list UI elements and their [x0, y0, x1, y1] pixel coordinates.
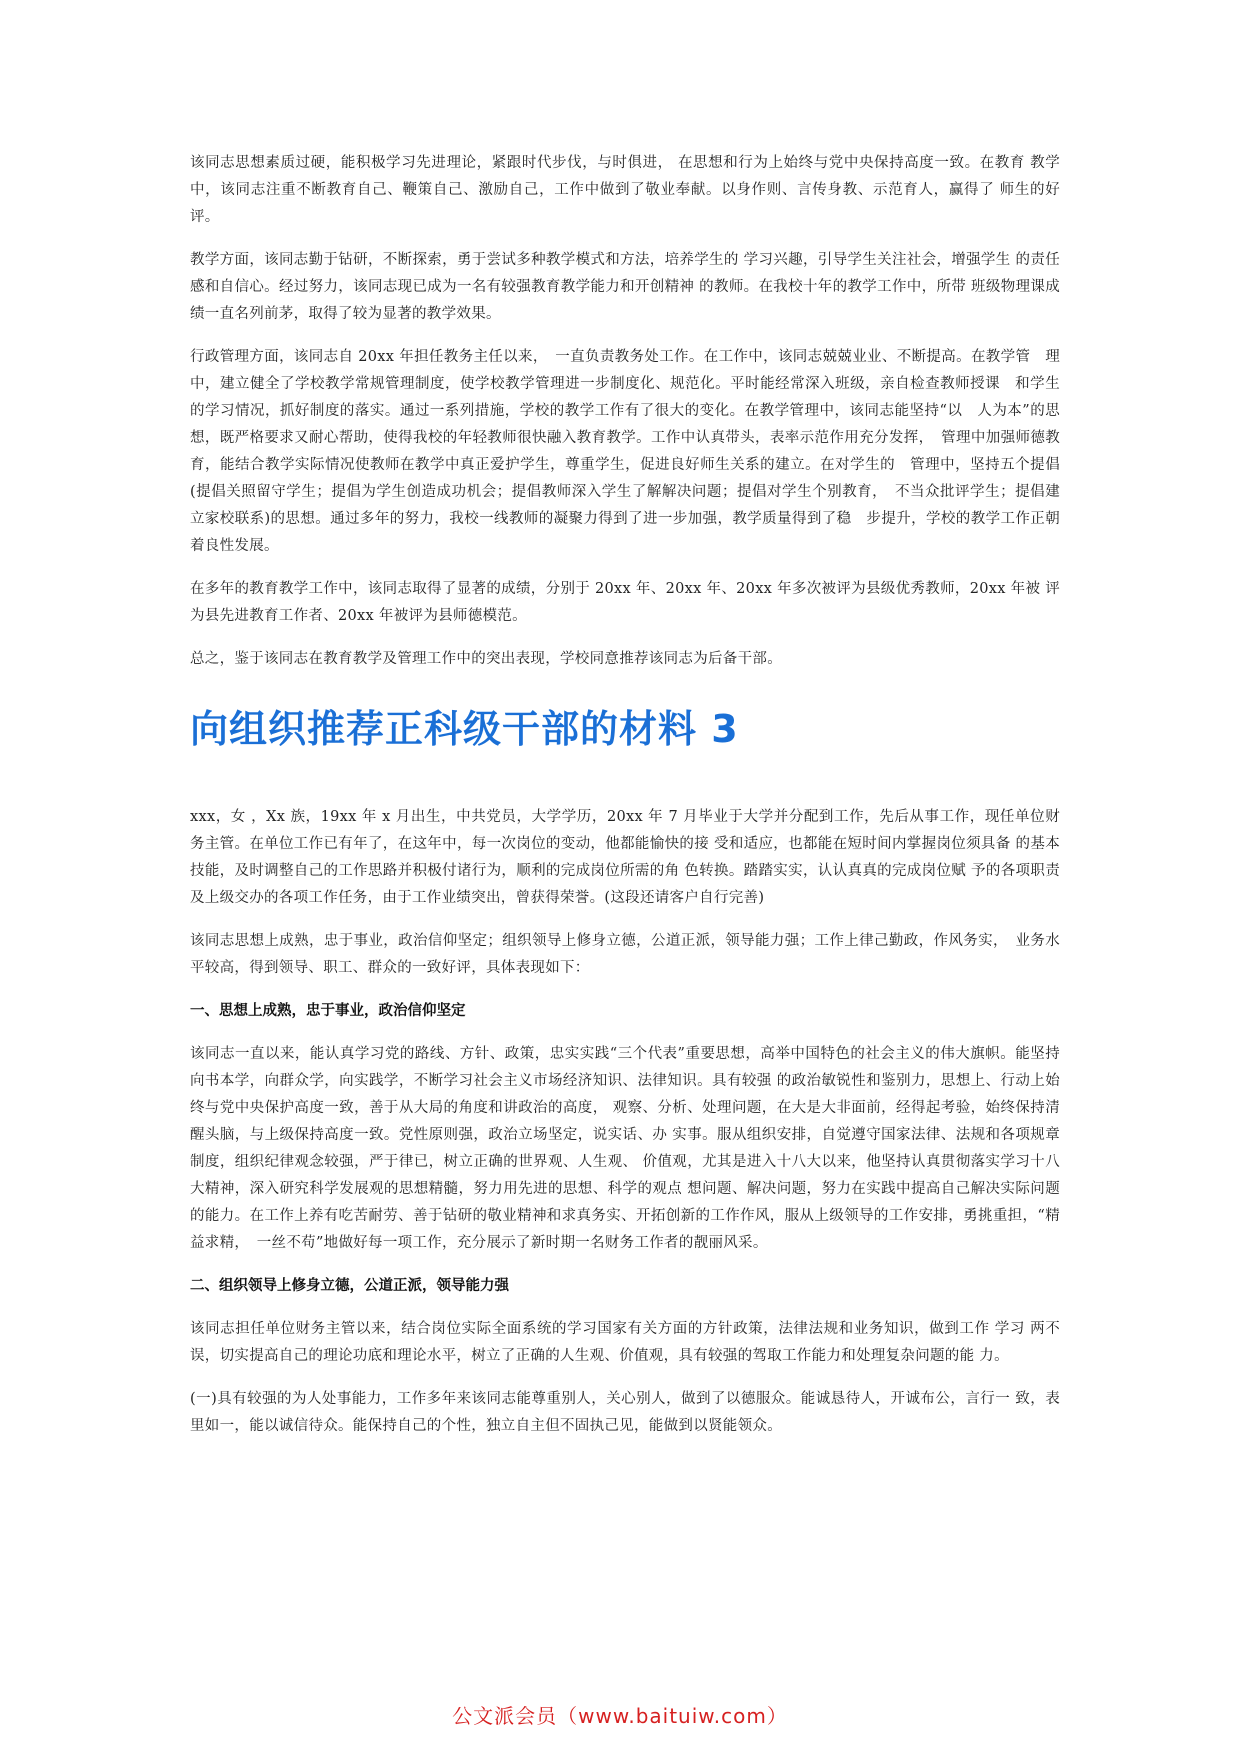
- paragraph-achievements: 在多年的教育教学工作中，该同志取得了显著的成绩，分别于 20xx 年、20xx 年、20xx 年多次被评为县级优秀教师，20xx 年被 评为县先进教育工作者、20xx 年被评为县师德模范。: [190, 581, 1060, 624]
- paragraph-teaching: 教学方面，该同志勤于钻研，不断探索，勇于尝试多种教学模式和方法，培养学生的 学习兴趣，引导学生关注社会，增强学生 的责任感和自信心。经过努力，该同志现已成为一名有较强教育教学能力和开创精神 的教师。在我校十年的教学工作中，所带 班级物理课成绩一直名列前茅，取得了较为显著的教学效果。: [190, 252, 1060, 322]
- paragraph-ideology: 该同志一直以来，能认真学习党的路线、方针、政策，忠实实践“三个代表”重要思想，高举中国特色的社会主义的伟大旗帜。能坚持向书本学，向群众学，向实践学，不断学习社会主义市场经济知识、法律知识。具有较强 的政治敏锐性和鉴别力，思想上、行动上始终与党中央保护高度一致，善于从大局的角度和讲政治的高度， 观察、分析、处理问题，在大是大非面前，经得起考验，始终保持清醒头脑，与上级保持高度一致。党性原则强，政治立场坚定，说实话、办 实事。服从组织安排，自觉遵守国家法律、法规和各项规章制度，组织纪律观念较强，严于律已，树立正确的世界观、人生观、 价值观，尤其是进入十八大以来，他坚持认真贯彻落实学习十八大精神，深入研究科学发展观的思想精髓，努力用先进的思想、科学的观点 想问题、解决问题，努力在实践中提高自己解决实际问题的能力。在工作上养有吃苦耐劳、善于钻研的敬业精神和求真务实、开拓创新的工作作风，服从上级领导的工作安排，勇挑重担，“精益求精， 一丝不苟”地做好每一项工作，充分展示了新时期一名财务工作者的靓丽风采。: [190, 1046, 1060, 1251]
- paragraph-personal-info: xxx，女 ，Xx 族，19xx 年 x 月出生，中共党员，大学学历，20xx 年 7 月毕业于大学并分配到工作，先后从事工作，现任单位财 务主管。在单位工作已有年了，在这年中，每一次岗位的变动，他都能愉快的接 受和适应，也都能在短时间内掌握岗位须具备 的基本技能，及时调整自己的工作思路并积极付诸行为，顺利的完成岗位所需的角 色转换。踏踏实实，认认真真的完成岗位赋 予的各项职责及上级交办的各项工作任务，由于工作业绩突出，曾获得荣誉。(这段还请客户自行完善): [190, 809, 1060, 906]
- paragraph-leadership: 该同志担任单位财务主管以来，结合岗位实际全面系统的学习国家有关方面的方针政策，法律法规和业务知识，做到工作 学习 两不误，切实提高自己的理论功底和理论水平，树立了正确的人生观、价值观，具有较强的驾取工作能力和处理复杂问题的能 力。: [190, 1321, 1060, 1364]
- section-heading-leadership: 二、组织领导上修身立德，公道正派，领导能力强: [190, 1278, 509, 1294]
- document-title: 向组织推荐正科级干部的材料 3: [190, 707, 739, 751]
- paragraph-interpersonal: (一)具有较强的为人处事能力，工作多年来该同志能尊重别人，关心别人，做到了以德服众。能诚恳待人，开诚布公，言行一 致，表里如一，能以诚信待众。能保持自己的个性，独立自主但不固执己见，能做到以贤能领众。: [190, 1391, 1060, 1434]
- paragraph-conclusion: 总之，鉴于该同志在教育教学及管理工作中的突出表现，学校同意推荐该同志为后备干部。: [190, 651, 782, 667]
- footer-watermark: 公文派会员（www.baituiw.com）: [452, 1704, 788, 1728]
- paragraph-political-quality: 该同志思想素质过硬，能积极学习先进理论，紧跟时代步伐，与时俱进， 在思想和行为上始终与党中央保持高度一致。在教育 教学中，该同志注重不断教育自己、鞭策自己、激励自己，工作中做到了敬业奉献。以身作则、言传身教、示范育人，赢得了 师生的好评。: [190, 155, 1060, 225]
- paragraph-summary: 该同志思想上成熟，忠于事业，政治信仰坚定；组织领导上修身立德，公道正派，领导能力强；工作上律己勤政，作风务实， 业务水平较高，得到领导、职工、群众的一致好评，具体表现如下：: [190, 933, 1060, 976]
- paragraph-administration: 行政管理方面，该同志自 20xx 年担任教务主任以来， 一直负责教务处工作。在工作中，该同志兢兢业业、不断提高。在教学管 理中，建立健全了学校教学常规管理制度，使学校教学管理进一步制度化、规范化。平时能经常深入班级，亲自检查教师授课 和学生的学习情况，抓好制度的落实。通过一系列措施，学校的教学工作有了很大的变化。在教学管理中，该同志能坚持“以 人为本”的思想，既严格要求又耐心帮助，使得我校的年轻教师很快融入教育教学。工作中认真带头，表率示范作用充分发挥， 管理中加强师德教育，能结合教学实际情况使教师在教学中真正爱护学生，尊重学生，促进良好师生关系的建立。在对学生的 管理中，坚持五个提倡(提倡关照留守学生；提倡为学生创造成功机会；提倡教师深入学生了解解决问题；提倡对学生个别教育， 不当众批评学生；提倡建立家校联系)的思想。通过多年的努力，我校一线教师的凝聚力得到了进一步加强，教学质量得到了稳 步提升，学校的教学工作正朝着良性发展。: [190, 349, 1060, 554]
- document-body: [190, 150, 1060, 1456]
- section-heading-ideology: 一、思想上成熟，忠于事业，政治信仰坚定: [190, 1003, 466, 1019]
